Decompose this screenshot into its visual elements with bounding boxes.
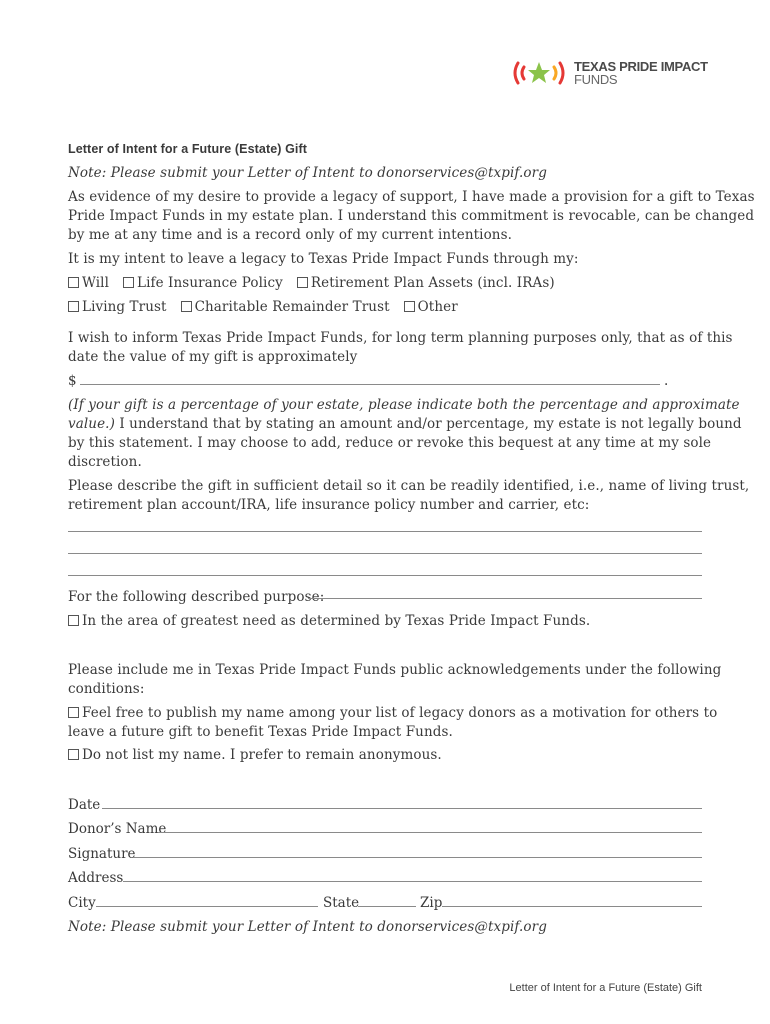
description-input-line-3[interactable] xyxy=(68,575,702,576)
note-top: Note: Please submit your Letter of Intent to donorservices@txpif.org xyxy=(68,165,547,181)
option-label: Charitable Remainder Trust xyxy=(194,299,390,315)
dollar-sign: $ xyxy=(68,373,77,389)
percentage-line-1: (If your gift is a percentage of your estate, please indicate both the percentage and approximate xyxy=(68,397,740,413)
logo xyxy=(510,58,710,90)
description-input-line-2[interactable] xyxy=(68,553,702,554)
purpose-option[interactable] xyxy=(68,612,590,631)
note-bottom: Note: Please submit your Letter of Intent to donorservices@txpif.org xyxy=(68,919,547,935)
page-footer: Letter of Intent for a Future (Estate) Gift xyxy=(509,982,702,994)
logo-line1: TEXAS PRIDE IMPACT xyxy=(574,59,708,74)
date-input[interactable] xyxy=(102,808,702,809)
through-prompt: It is my intent to leave a legacy to Texas Pride Impact Funds through my: xyxy=(68,251,579,267)
zip-input[interactable] xyxy=(442,906,702,907)
option-life-insurance[interactable] xyxy=(123,274,283,293)
percentage-line-2-rest: I understand that by stating an amount and/or percentage, my estate is not legally bound xyxy=(114,416,742,432)
option-other[interactable] xyxy=(404,298,458,317)
checkbox[interactable] xyxy=(404,301,415,312)
percentage-line-3: by this statement. I may choose to add, reduce or revoke this bequest at any time at my sole xyxy=(68,435,712,451)
option-label: Will xyxy=(82,275,109,291)
option-living-trust[interactable] xyxy=(68,298,167,317)
checkbox[interactable] xyxy=(68,301,79,312)
options-row-1 xyxy=(68,274,569,293)
option-label: Other xyxy=(417,299,458,315)
state-label: State xyxy=(323,895,360,911)
intro-line-3: by me at any time and is a record only of my current intentions. xyxy=(68,227,513,243)
option-label: Do not list my name. I prefer to remain anonymous. xyxy=(82,747,442,763)
checkbox[interactable] xyxy=(68,707,79,718)
address-input[interactable] xyxy=(123,881,702,882)
ack-option-publish[interactable] xyxy=(68,704,717,723)
percentage-line-4: discretion. xyxy=(68,454,142,470)
zip-label: Zip xyxy=(420,895,443,911)
address-label: Address xyxy=(68,870,124,886)
value-line-2: date the value of my gift is approximately xyxy=(68,349,358,365)
intro-line-1: As evidence of my desire to provide a legacy of support, I have made a provision for a gift to Texas xyxy=(68,189,755,205)
signature-label: Signature xyxy=(68,846,136,862)
donor-name-label: Donor’s Name xyxy=(68,821,167,837)
describe-line-2: retirement plan account/IRA, life insurance policy number and carrier, etc: xyxy=(68,497,590,513)
percentage-line-2-italic: value.) xyxy=(68,416,115,432)
option-label: Life Insurance Policy xyxy=(137,275,283,291)
value-line-1: I wish to inform Texas Pride Impact Funds, for long term planning purposes only, that as of this xyxy=(68,330,733,346)
page-title: Letter of Intent for a Future (Estate) Gift xyxy=(68,142,308,156)
options-row-2 xyxy=(68,298,472,317)
checkbox[interactable] xyxy=(297,277,308,288)
description-input-line-1[interactable] xyxy=(68,531,702,532)
option-label: In the area of greatest need as determined by Texas Pride Impact Funds. xyxy=(82,613,591,629)
dollar-end: . xyxy=(664,373,669,389)
logo-line2: FUNDS xyxy=(574,72,618,87)
checkbox[interactable] xyxy=(68,749,79,760)
option-label: Feel free to publish my name among your list of legacy donors as a motivation for others to xyxy=(82,705,718,721)
option-label: Living Trust xyxy=(82,299,167,315)
signature-input[interactable] xyxy=(133,857,702,858)
logo-mark-icon xyxy=(510,58,568,88)
checkbox[interactable] xyxy=(68,277,79,288)
describe-line-1: Please describe the gift in sufficient detail so it can be readily identified, i.e., name of living trust, xyxy=(68,478,750,494)
option-label: Retirement Plan Assets (incl. IRAs) xyxy=(310,275,555,291)
date-label: Date xyxy=(68,797,101,813)
checkbox[interactable] xyxy=(68,615,79,626)
checkbox[interactable] xyxy=(181,301,192,312)
gift-amount-input[interactable] xyxy=(80,384,660,385)
percentage-line-2 xyxy=(68,415,742,434)
purpose-label: For the following described purpose: xyxy=(68,589,325,605)
ack-line-2: conditions: xyxy=(68,681,145,697)
state-input[interactable] xyxy=(358,906,416,907)
purpose-input-line[interactable] xyxy=(308,598,702,599)
intro-line-2: Pride Impact Funds in my estate plan. I understand this commitment is revocable, can be changed xyxy=(68,208,755,224)
checkbox[interactable] xyxy=(123,277,134,288)
city-input[interactable] xyxy=(96,906,318,907)
option-charitable-remainder-trust[interactable] xyxy=(181,298,390,317)
ack-line-1: Please include me in Texas Pride Impact Funds public acknowledgements under the following xyxy=(68,662,722,678)
option-will[interactable] xyxy=(68,274,109,293)
ack-option-publish-line-2: leave a future gift to benefit Texas Pride Impact Funds. xyxy=(68,724,453,740)
option-retirement-plan[interactable] xyxy=(297,274,555,293)
ack-option-anonymous[interactable] xyxy=(68,746,442,765)
donor-name-input[interactable] xyxy=(158,832,702,833)
city-label: City xyxy=(68,895,96,911)
